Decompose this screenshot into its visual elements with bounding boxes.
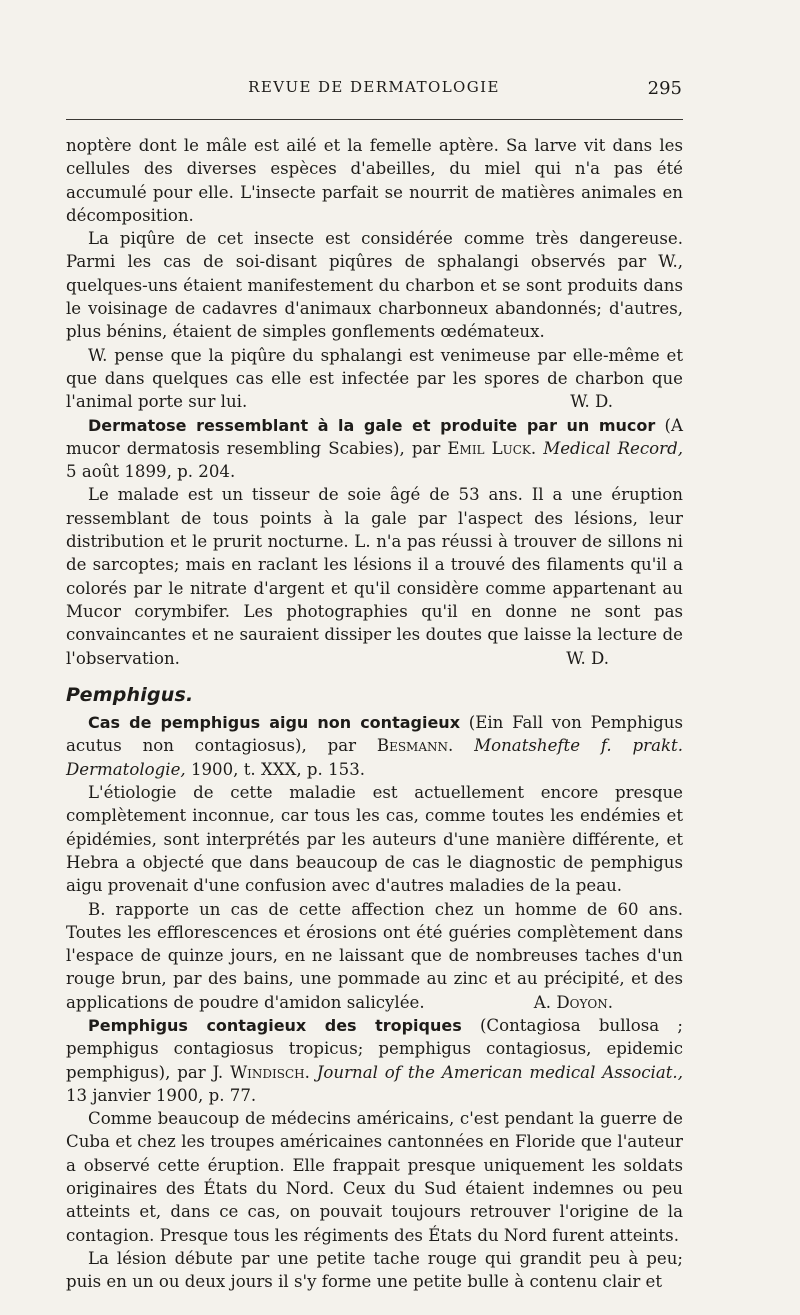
paragraph — [66, 344, 683, 414]
journal-name: Medical Record, — [543, 438, 683, 458]
page-body — [66, 134, 683, 1294]
article-title: Pemphigus contagieux des tropiques — [88, 1015, 462, 1035]
paragraph: L'étiologie de cette maladie est actuellement encore presque complètement inconnue, car tous les cas, comme toutes les endémies et épidémies, sont interprétés par les auteurs d'une manière différente, et Hebra a objecté que dans beaucoup de cas le diagnostic de pemphigus aigu provenait d'une confusion avec d'autres maladies de la peau. — [66, 783, 683, 896]
signature: W. D. — [566, 648, 609, 668]
paragraph-text: Le malade est un tisseur de soie âgé de 53 ans. Il a une éruption ressemblant de tous points à la gale par l'aspect des lésions, leur distribution et le prurit nocturne. L. n'a pas réussi à trouver de sillons ni de sarcoptes; mais en raclant les lésions il a trouvé des filaments qu'il a colorés par le nitrate d'argent et qu'il considère comme appartenant au Mucor corymbifer. Les photographies qu'il en donne ne sont pas convaincantes et ne sauraient dissiper les doutes que laisse la lecture de l'observation. — [66, 485, 683, 668]
reference-text: 13 janvier 1900, p. 77. — [66, 1085, 257, 1105]
article-reference — [66, 1014, 683, 1107]
running-title: REVUE DE DERMATOLOGIE — [248, 78, 500, 96]
article-reference — [66, 711, 683, 781]
reference-text: . — [304, 1062, 317, 1082]
journal-name: Journal of the American medical Associat., — [316, 1062, 683, 1082]
paragraph — [66, 898, 683, 1014]
author-name: Emil Luck — [447, 438, 531, 458]
signature: W. D. — [570, 392, 613, 412]
reference-text: 1900, t. XXX, p. 153. — [185, 759, 366, 779]
journal-name: Monatshefte f. prakt. Dermatologie, — [66, 736, 683, 779]
author-name: Besmann — [376, 736, 449, 756]
paragraph: Comme beaucoup de médecins américains, c'est pendant la guerre de Cuba et chez les troupes américaines cantonnées en Floride que l'auteur a observé cette éruption. Elle frappait presque uniquement les soldats originaires des États du Nord. Ceux du Sud étaient indemnes ou peu atteints et, dans ce cas, on pouvait toujours retrouver l'origine de la contagion. Presque tous les régiments des États du Nord furent atteints. — [66, 1109, 683, 1245]
reference-text: . — [530, 438, 544, 458]
signature: A. Doyon. — [533, 992, 613, 1012]
section-heading: Pemphigus. — [66, 683, 194, 706]
paragraph: La lésion débute par une petite tache rouge qui grandit peu à peu; puis en un ou deux jours il s'y forme une petite bulle à contenu clair et — [66, 1248, 683, 1292]
paragraph — [66, 483, 683, 669]
page-number: 295 — [647, 78, 682, 99]
author-name: Windisch — [230, 1062, 305, 1082]
reference-text: (Ein Fall von Pemphigus acutus non contagiosus), par — [66, 713, 683, 756]
article-title: Cas de pemphigus aigu non contagieux — [88, 713, 461, 733]
reference-text: (A mucor dermatosis resembling Scabies), par — [66, 415, 683, 458]
header-rule — [66, 119, 683, 120]
reference-text: . — [448, 736, 475, 756]
paragraph-text: W. pense que la piqûre du sphalangi est venimeuse par elle-même et que dans quelques cas elle est infectée par les spores de charbon que l'animal porte sur lui. — [66, 345, 683, 412]
paragraph-text: B. rapporte un cas de cette affection chez un homme de 60 ans. Toutes les efflorescences et érosions ont été guéries complètement dans l'espace de quinze jours, en ne laissant que de nombreuses taches d'un rouge brun, par des bains, une pommade au zinc et au précipité, et des applications de poudre d'amidon salicylée. — [66, 899, 683, 1012]
continued-paragraph: noptère dont le mâle est ailé et la femelle aptère. Sa larve vit dans les cellules des diverses espèces d'abeilles, du miel qui n'a pas été accumulé pour elle. L'insecte parfait se nourrit de matières animales en décomposition. — [66, 136, 683, 225]
article-reference — [66, 414, 683, 484]
paragraph: La piqûre de cet insecte est considérée comme très dangereuse. Parmi les cas de soi-disant piqûres de sphalangi observés par W., quelques-uns étaient manifestement du charbon et se sont produits dans le voisinage de cadavres d'animaux charbonneux abandonnés; d'autres, plus bénins, étaient de simples gonflements œdémateux. — [66, 229, 683, 342]
reference-text: 5 août 1899, p. 204. — [66, 462, 236, 482]
reference-text: (Contagiosa bullosa ; pemphigus contagiosus tropicus; pemphigus contagiosus, epidemic pemphigus), par J. — [66, 1015, 683, 1082]
article-title: Dermatose ressemblant à la gale et produite par un mucor — [88, 415, 656, 435]
